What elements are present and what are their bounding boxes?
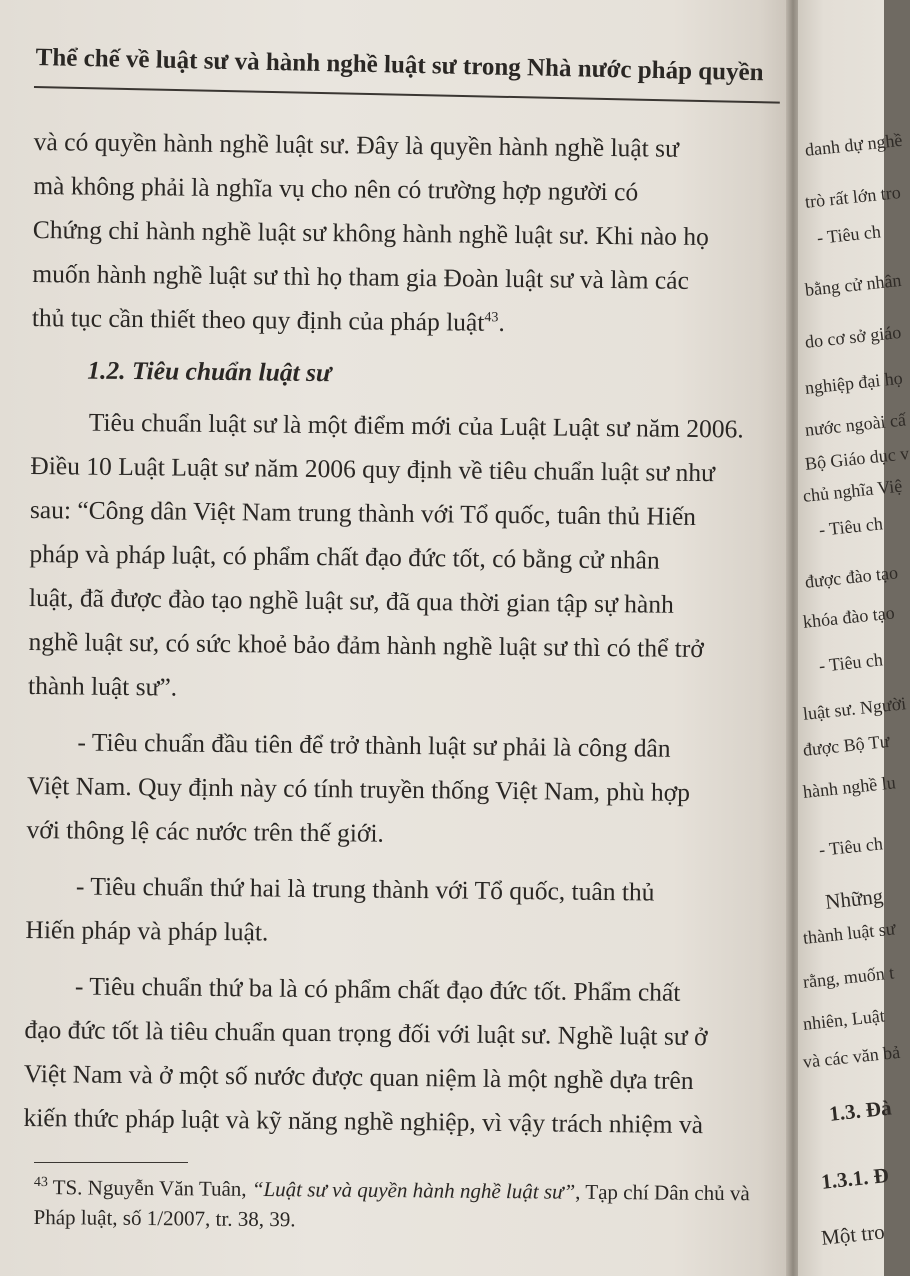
footnote	[33, 1172, 777, 1238]
footnote-source: , Tạp chí Dân chủ và	[575, 1179, 750, 1206]
text-line: nghề luật sư, có sức khoẻ bảo đảm hành nghề luật sư thì có thể trở	[28, 626, 704, 664]
section-heading: 1.2. Tiêu chuẩn luật sư	[87, 355, 332, 388]
right-page-heading: 1.3.1. Đ	[820, 1162, 890, 1194]
text-line: Điều 10 Luật Luật sư năm 2006 quy định về tiêu chuẩn luật sư như	[30, 450, 716, 488]
right-page-line: thành luật sư	[802, 918, 897, 948]
text-line: mà không phải là nghĩa vụ cho nên có trường hợp người có	[33, 170, 639, 207]
right-page-line: - Tiêu ch	[818, 833, 884, 860]
right-page-line: trò rất lớn tro	[804, 181, 902, 212]
text-line	[32, 296, 772, 348]
text-line: muốn hành nghề luật sư thì họ tham gia Đoàn luật sư và làm các	[32, 258, 690, 295]
footnote-line: Pháp luật, số 1/2007, tr. 38, 39.	[33, 1204, 296, 1232]
text-span: thủ tục cần thiết theo quy định của pháp luật	[31, 302, 485, 337]
footnote-title: “Luật sư và quyền hành nghề luật sư”	[251, 1176, 576, 1204]
text-line: với thông lệ các nước trên thế giới.	[26, 814, 385, 848]
text-line: - Tiêu chuẩn đầu tiên để trở thành luật sư phải là công dân	[77, 727, 671, 763]
right-page-line: chủ nghĩa Việ	[802, 475, 904, 506]
text-line: Hiến pháp và pháp luật.	[25, 914, 269, 947]
right-page	[798, 0, 910, 1276]
right-page-line: được đào tạo	[804, 562, 899, 592]
right-page-line: luật sư. Người	[802, 693, 908, 724]
text-line: đạo đức tốt là tiêu chuẩn quan trọng đối với luật sư. Nghề luật sư ở	[24, 1014, 708, 1052]
running-header: Thể chế về luật sư và hành nghề luật sư trong Nhà nước pháp quyền	[35, 44, 764, 87]
right-page-line: rằng, muốn t	[802, 962, 896, 992]
right-page-line: danh dự nghề	[804, 129, 904, 160]
text-line: pháp và pháp luật, có phẩm chất đạo đức tốt, có bằng cử nhân	[29, 538, 660, 575]
right-page-line: Bộ Giáo dục v	[804, 443, 910, 474]
right-page-line: nghiệp đại họ	[804, 367, 904, 398]
right-page-line: hành nghề lu	[802, 772, 897, 802]
right-page-line: nhiên, Luật	[802, 1005, 886, 1034]
right-page-heading: 1.3. Đà	[828, 1095, 893, 1126]
right-page-line: bằng cử nhân	[804, 269, 903, 300]
right-page-line: - Tiêu ch	[816, 221, 882, 248]
footnote-author: TS. Nguyễn Văn Tuân,	[47, 1175, 252, 1201]
text-line: Tiêu chuẩn luật sư là một điểm mới của Luật Luật sư năm 2006.	[88, 407, 744, 444]
footnote-rule	[34, 1162, 188, 1163]
text-line: - Tiêu chuẩn thứ hai là trung thành với Tổ quốc, tuân thủ	[75, 871, 655, 907]
header-rule	[34, 86, 780, 104]
right-page-line: được Bộ Tư	[802, 730, 891, 760]
right-page-line: và các văn bả	[802, 1041, 901, 1072]
footnote-number: 43	[33, 1174, 48, 1191]
right-page-line: do cơ sở giáo	[804, 321, 903, 352]
text-line: sau: “Công dân Việt Nam trung thành với Tổ quốc, tuân thủ Hiến	[29, 494, 697, 531]
text-line: Việt Nam và ở một số nước được quan niệm là một nghề dựa trên	[23, 1058, 694, 1095]
body-text	[23, 120, 774, 1148]
right-page-line: khóa đào tạo	[802, 602, 896, 632]
text-line: - Tiêu chuẩn thứ ba là có phẩm chất đạo đức tốt. Phẩm chất	[74, 971, 681, 1007]
text-line: Chứng chỉ hành nghề luật sư không hành nghề luật sư. Khi nào họ	[32, 214, 710, 252]
right-page-line: - Tiêu ch	[818, 649, 884, 676]
text-span: .	[498, 307, 505, 337]
text-line: kiến thức pháp luật và kỹ năng nghề nghiệp, vì vậy trách nhiệm và	[23, 1102, 704, 1140]
text-line: thành luật sư”.	[27, 670, 178, 702]
right-page-line: nước ngoài cấ	[804, 409, 907, 440]
footnote-marker: 43	[484, 310, 499, 326]
text-line: luật, đã được đào tạo nghề luật sư, đã qua thời gian tập sự hành	[28, 582, 674, 619]
right-page-line: - Tiêu ch	[818, 513, 884, 540]
right-page-line: Những	[824, 883, 885, 914]
text-line: và có quyền hành nghề luật sư. Đây là quyền hành nghề luật sư	[33, 126, 680, 163]
right-page-line: Một tro	[820, 1219, 886, 1250]
text-line: Việt Nam. Quy định này có tính truyền thống Việt Nam, phù hợp	[26, 770, 691, 807]
